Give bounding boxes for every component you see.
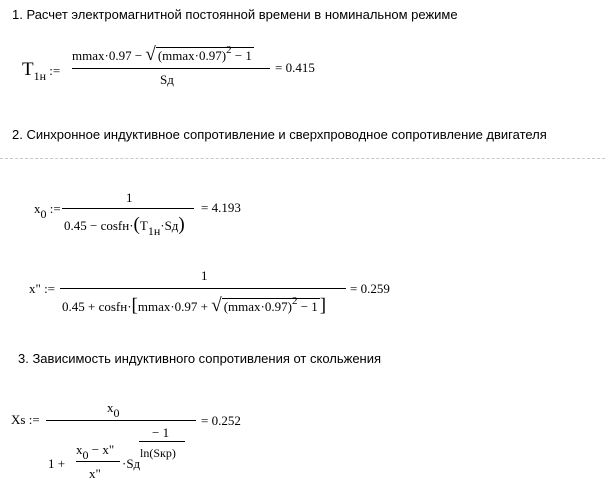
formula-xs-numerator: x0 [107,400,120,420]
formula-xs-inner-fraction-bar [76,461,120,462]
formula-t1n-result: = 0.415 [275,60,315,75]
formula-xs-inner-numerator: x0 − x" [76,442,115,462]
formula-xpp-fraction-bar [60,288,346,289]
section-2-heading: 2. Синхронное индуктивное сопротивление и сверхпроводное сопротивление двигателя [12,127,547,142]
formula-x0-fraction-bar [62,208,194,209]
formula-xs-lhs: Xs := [11,412,40,427]
formula-xs-fraction-bar [46,420,196,421]
formula-x0-denominator: 0.45 − cosfн·(T1н·Sд) [64,214,185,238]
formula-xs-inner-denominator: x" [89,466,101,481]
formula-t1n-fraction-bar [72,68,270,69]
formula-x0-result: = 4.193 [201,200,241,215]
formula-xs-result: = 0.252 [201,413,241,428]
formula-xs-exponent-denominator: ln(Sкр) [140,446,176,460]
formula-t1n-lhs: T1н := [22,59,61,83]
formula-xpp-denominator: 0.45 + cosfн·[mmax·0.97 + √ $(mmax\cdot 0.97)^2 - 1$ ] [62,295,327,316]
section-3-heading: 3. Зависимость индуктивного сопротивления от скольжения [18,351,382,366]
formula-xs-den-one: 1 + [48,456,66,471]
formula-xs-exponent-bar [139,441,185,442]
section-1-heading: 1. Расчет электромагнитной постоянной времени в номинальном режиме [12,7,458,22]
region-separator [0,158,605,159]
formula-xpp-result: = 0.259 [350,281,390,296]
formula-xs-multiplier: ·Sд [122,456,141,471]
formula-xpp-numerator: 1 [201,268,208,283]
formula-t1n-numerator: mmax·0.97 − √ $(mmax\cdot 0.97)^2 - 1$ [72,44,252,65]
formula-xpp-lhs: x" := [29,281,56,296]
formula-t1n-denominator: Sд [160,72,174,87]
formula-x0-lhs: x0 := [34,201,61,221]
formula-x0-numerator: 1 [126,190,133,205]
formula-xs-exponent-numerator: − 1 [152,425,170,440]
